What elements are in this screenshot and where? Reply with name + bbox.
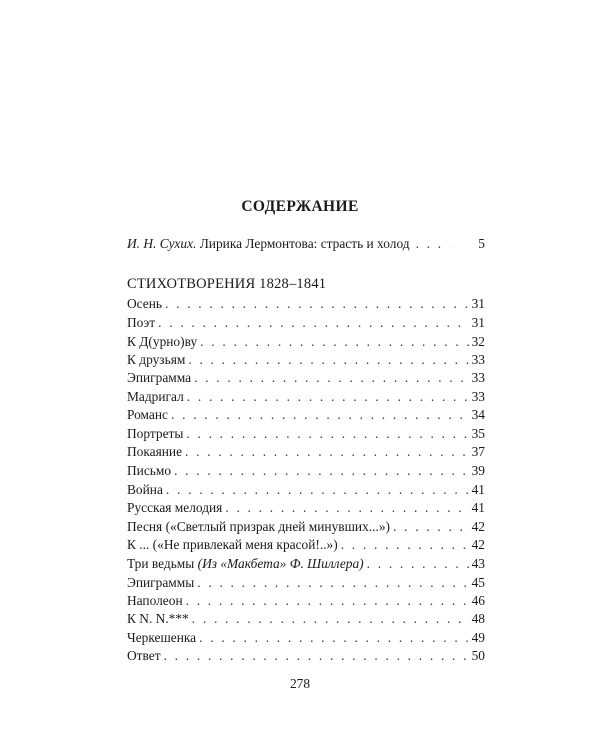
toc-entry: [127, 389, 485, 405]
toc-entry-page: 48: [471, 611, 485, 626]
toc-entry-title: Наполеон: [127, 593, 183, 608]
dot-leader: [185, 444, 469, 460]
dot-leader: [187, 389, 469, 405]
intro-title: Лирика Лермонтова: страсть и холод: [196, 236, 410, 251]
toc-entry-page: 33: [471, 352, 485, 367]
toc-entry-title: Песня («Светлый призрак дней минувших...»): [127, 519, 390, 534]
dot-leader: [225, 500, 468, 516]
entry-title-italic: (Из «Макбета» Ф. Шиллера): [197, 556, 364, 571]
page-number: 278: [289, 676, 311, 691]
dot-leader: [341, 537, 469, 553]
toc-entry-title: [127, 556, 364, 572]
toc-entry-title: Покаяние: [127, 444, 183, 459]
toc-entry-page: 49: [471, 630, 485, 645]
dot-leader: [416, 236, 450, 252]
toc-entry-page: 41: [471, 500, 485, 515]
toc-entry-page: 5: [478, 236, 485, 251]
toc-entry-title: Письмо: [127, 463, 172, 478]
toc-entry-title: Война: [127, 482, 163, 497]
dot-leader: [367, 556, 469, 572]
toc-entry-page: 39: [471, 463, 485, 478]
toc-entry-page: 43: [471, 556, 485, 571]
toc-entry-title: Осень: [127, 296, 162, 311]
toc-entry-page: 46: [471, 593, 485, 608]
toc-entry-page: 33: [471, 370, 485, 385]
toc-entry: [127, 593, 485, 609]
section-title: СТИХОТВОРЕНИЯ 1828–1841: [127, 276, 327, 292]
toc-entry-page: 45: [471, 575, 485, 590]
dot-leader: [171, 407, 469, 423]
toc-entry-page: 33: [471, 389, 485, 404]
toc-entry-title: Эпиграммы: [127, 575, 195, 590]
toc-entry: [127, 630, 485, 646]
page-heading: СОДЕРЖАНИЕ: [241, 198, 359, 215]
entry-title-main: Три ведьмы: [127, 556, 198, 571]
dot-leader: [188, 352, 468, 368]
toc-entry-title: К ... («Не привлекай меня красой!..»): [127, 537, 338, 552]
toc-entry-title: Мадригал: [127, 389, 184, 404]
dot-leader: [166, 482, 469, 498]
toc-entry-title: [127, 236, 410, 252]
toc-entry-page: 31: [471, 296, 485, 311]
toc-entry: [127, 352, 485, 368]
toc-entry: [127, 482, 485, 498]
toc-entry-title: К N. N.***: [127, 611, 189, 626]
toc-entry-page: 50: [471, 648, 485, 663]
toc-entry: [127, 334, 485, 350]
toc-entry-title: Портреты: [127, 426, 184, 441]
toc-entry: [127, 315, 485, 331]
dot-leader: [197, 575, 468, 591]
dot-leader: [174, 463, 469, 479]
toc-entry: [127, 296, 485, 312]
dot-leader: [200, 334, 468, 350]
dot-leader: [199, 630, 468, 646]
toc-entry: [127, 370, 485, 386]
toc-entry-title: Романс: [127, 407, 168, 422]
toc-entry-page: 37: [471, 444, 485, 459]
dot-leader: [164, 648, 469, 664]
toc-entry-page: 35: [471, 426, 485, 441]
toc-entry-title: К друзьям: [127, 352, 186, 367]
dot-leader: [158, 315, 468, 331]
dot-leader: [165, 296, 469, 312]
toc-entry-title: Ответ: [127, 648, 161, 663]
dot-leader: [186, 593, 469, 609]
toc-entry: [127, 407, 485, 423]
toc-entry: [127, 648, 485, 664]
toc-entry-page: 42: [471, 537, 485, 552]
toc-entry-title: Русская мелодия: [127, 500, 223, 515]
toc-entry-title: Поэт: [127, 315, 156, 330]
toc-entry: [127, 463, 485, 479]
toc-entry: [127, 519, 485, 535]
toc-entry: [127, 500, 485, 516]
toc-entry-page: 32: [471, 334, 485, 349]
toc-entry: [127, 537, 485, 553]
toc-entry-title: Черкешенка: [127, 630, 197, 645]
toc-entry: [127, 426, 485, 442]
toc-entry: [127, 611, 485, 627]
toc-entry: [127, 444, 485, 460]
toc-entry-title: К Д(урно)ву: [127, 334, 198, 349]
dot-leader: [192, 611, 469, 627]
dot-leader: [194, 370, 469, 386]
intro-author: И. Н. Сухих.: [127, 236, 197, 251]
toc-entry-title: Эпиграмма: [127, 370, 192, 385]
toc-entry-page: 34: [471, 407, 485, 422]
toc-entry-page: 42: [471, 519, 485, 534]
toc-intro-entry: [127, 236, 485, 252]
toc-entry: [127, 575, 485, 591]
toc-entry-page: 31: [471, 315, 485, 330]
toc-entry-page: 41: [471, 482, 485, 497]
dot-leader: [186, 426, 468, 442]
dot-leader: [393, 519, 469, 535]
toc-entry: [127, 556, 485, 572]
